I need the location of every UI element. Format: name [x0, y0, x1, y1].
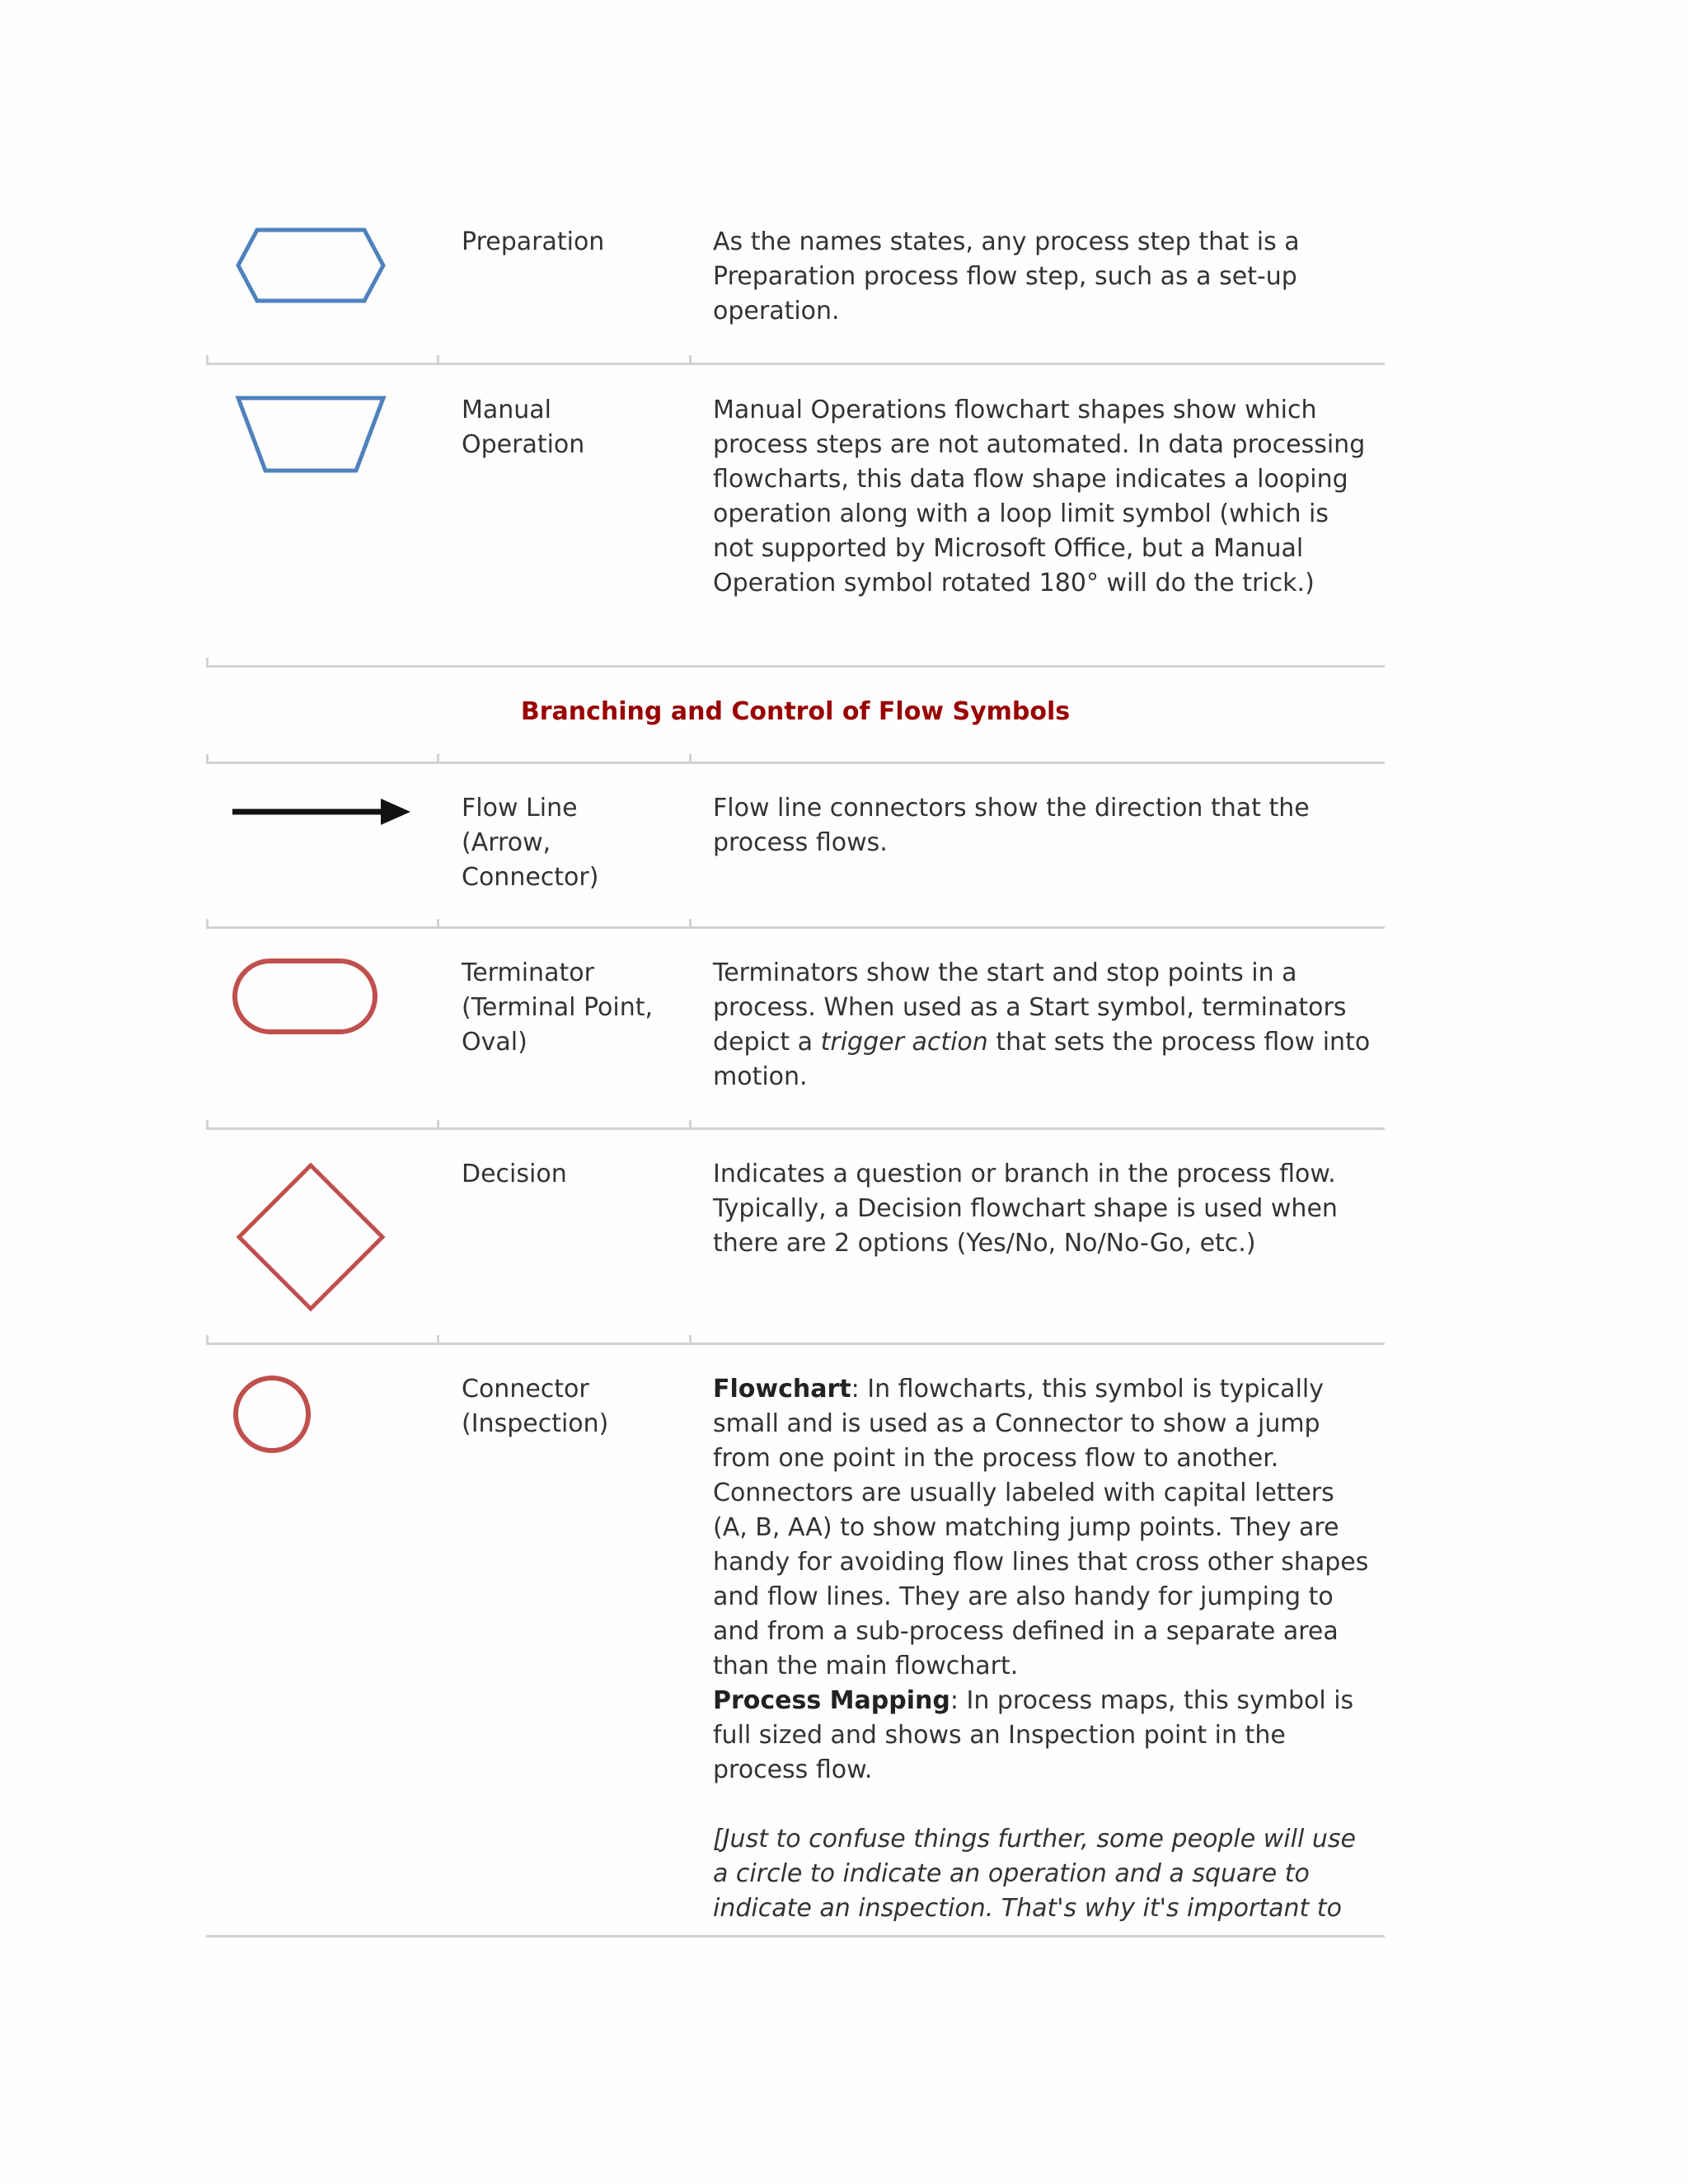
column-divider [689, 919, 692, 929]
bold-label: Flowchart [713, 1375, 851, 1404]
table-row [206, 1345, 1385, 1938]
italic-note: [Just to confuse things further, some people will use a circle to indicate an operation and a square to indicate an inspection. That's why it's important to [713, 1825, 1356, 1923]
column-divider [437, 1335, 439, 1345]
flowchart-symbols-table [206, 198, 1385, 1938]
section-row [206, 668, 1385, 764]
process-mapping-paragraph [713, 1684, 1372, 1788]
table-row [206, 198, 1385, 365]
paragraph-text: : In flowcharts, this symbol is typically small and is used as a Connector to show a jump from one point in the process flow to another. Connectors are usually labeled with capital letters (A, B, AA) to show matching jump points. They are handy for avoiding flow lines that cross other shapes and flow lines. They are also handy for jumping to and from a sub-process defined in a separate area than the main flowchart. [713, 1375, 1369, 1680]
description-text: that sets the process flow into motion. [713, 1028, 1371, 1091]
table-row [206, 1130, 1385, 1345]
circle-icon [232, 1375, 312, 1454]
table-row [206, 365, 1385, 668]
column-divider [689, 754, 692, 764]
symbol-name: Connector (Inspection) [462, 1375, 609, 1438]
column-divider [689, 1120, 692, 1130]
symbol-description [713, 956, 1372, 1094]
symbol-description: Manual Operations flowchart shapes show which process steps are not automated. In data processing flowcharts, this data flow shape indicates a looping operation along with a loop limit symbol (which is not supported by Microsoft Office, but a Manual Operation symbol rotated 180° will do the trick.) [713, 396, 1366, 598]
symbol-description [713, 1372, 1372, 1926]
table-row [206, 764, 1385, 929]
arrow-icon [232, 795, 414, 828]
symbol-name: Preparation [462, 227, 605, 256]
column-divider [437, 1120, 439, 1130]
note-paragraph [713, 1822, 1372, 1926]
section-title: Branching and Control of Flow Symbols [520, 697, 1071, 726]
symbol-description: As the names states, any process step that is a Preparation process flow step, such as a set-up operation. [713, 227, 1300, 326]
column-divider [689, 355, 692, 365]
column-divider [689, 1335, 692, 1345]
paragraph-text: : In process maps, this symbol is full sized and shows an Inspection point in the process flow. [713, 1686, 1354, 1784]
emphasis-text: trigger action [820, 1028, 988, 1057]
description-text: Terminators show the start and stop points in a process. When used as a Start symbol, terminators depict a [713, 958, 1347, 1057]
diamond-icon [237, 1163, 385, 1311]
trapezoid-icon [237, 396, 385, 472]
column-divider [437, 754, 439, 764]
symbol-name: Decision [462, 1160, 567, 1188]
symbol-description: Flow line connectors show the direction that the process flows. [713, 794, 1310, 857]
table-row [206, 929, 1385, 1130]
symbol-description: Indicates a question or branch in the process flow. Typically, a Decision flowchart shape is used when there are 2 options (Yes/No, No/No-Go, etc.) [713, 1160, 1338, 1258]
symbol-name: Manual Operation [462, 396, 585, 459]
flowchart-paragraph [713, 1372, 1372, 1684]
terminator-oval-icon [232, 958, 377, 1034]
symbol-name: Flow Line (Arrow, Connector) [462, 794, 599, 892]
hexagon-icon [237, 228, 385, 302]
bold-label: Process Mapping [713, 1686, 950, 1715]
column-divider [437, 355, 439, 365]
symbol-name: Terminator (Terminal Point, Oval) [462, 958, 654, 1057]
column-divider [437, 919, 439, 929]
